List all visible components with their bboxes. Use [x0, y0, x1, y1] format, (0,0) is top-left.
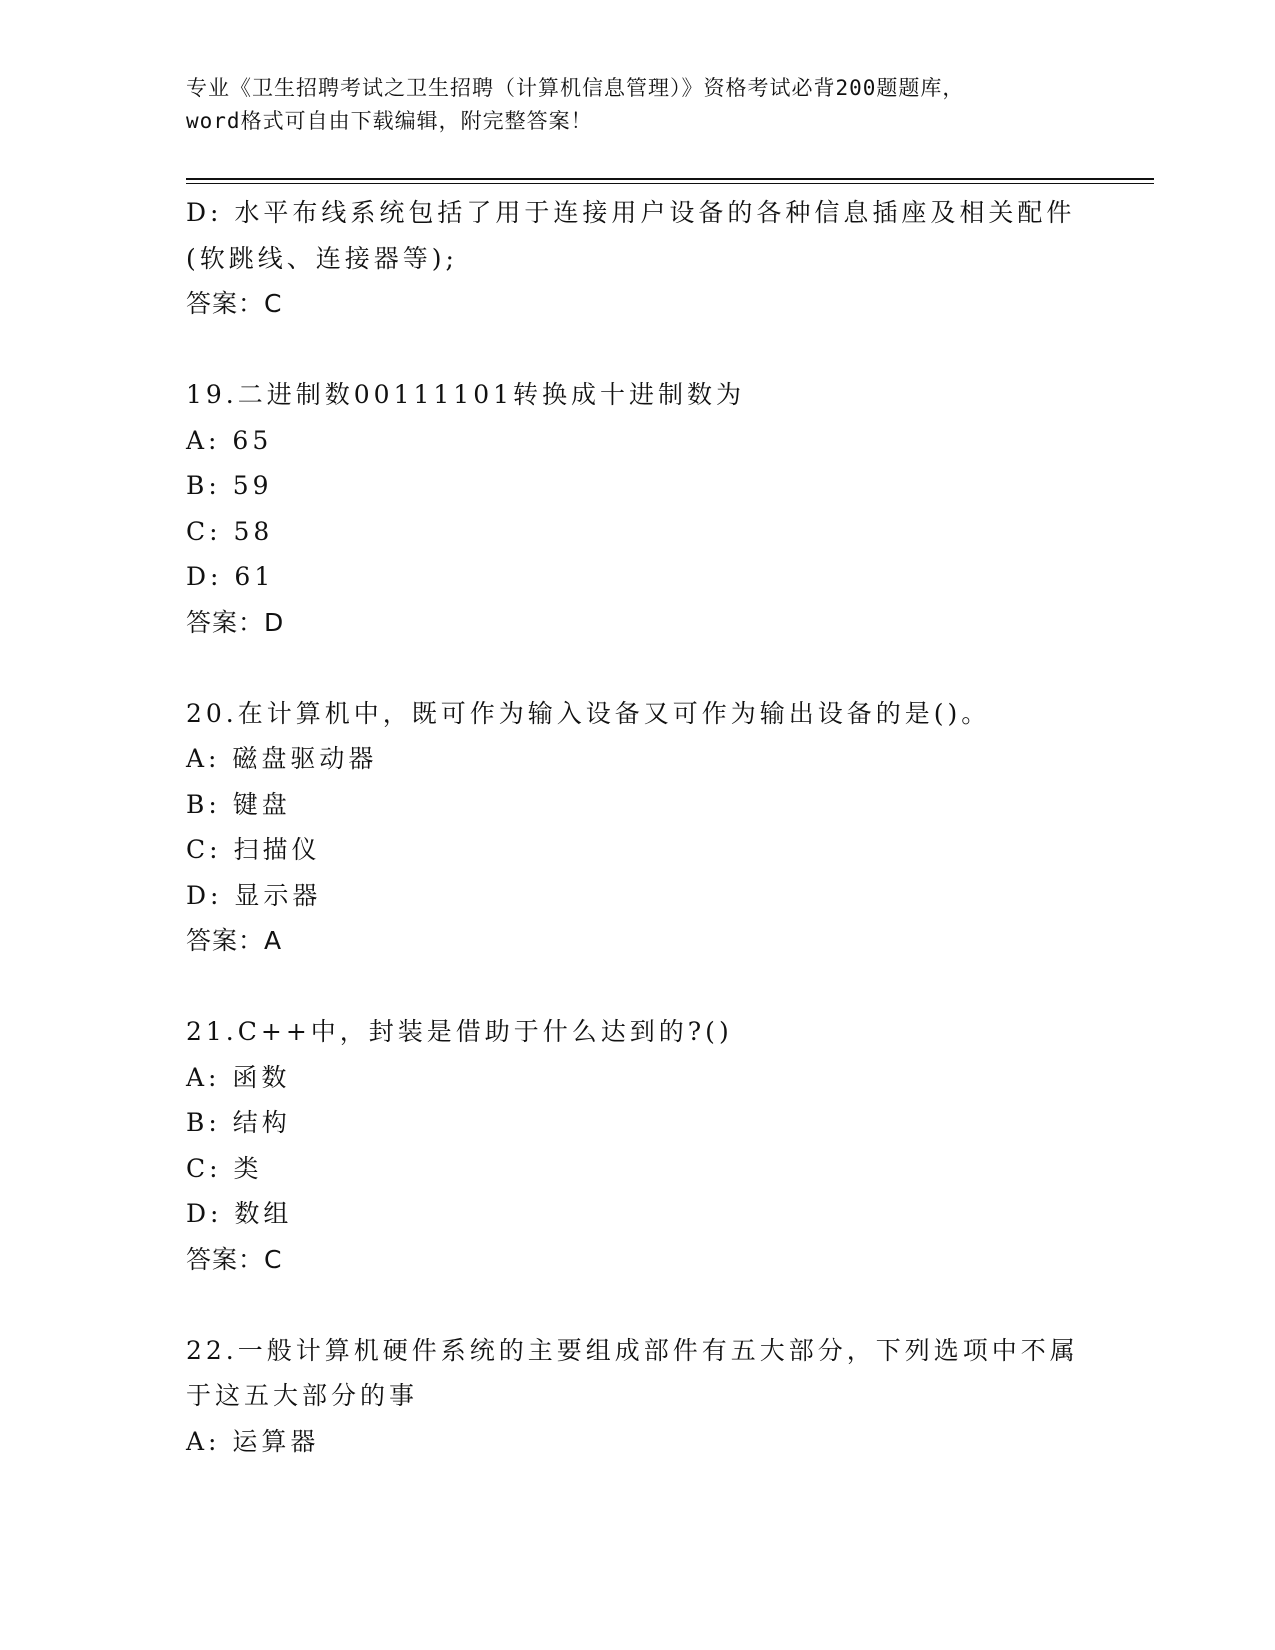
option-d-continued: (软跳线、连接器等);	[186, 243, 458, 273]
option-b: B: 59	[186, 471, 273, 500]
option-b: B: 键盘	[186, 789, 291, 819]
option-d: D: 水平布线系统包括了用于连接用户设备的各种信息插座及相关配件	[186, 198, 1076, 227]
header-divider-thin	[186, 183, 1154, 184]
option-a: A: 磁盘驱动器	[186, 744, 378, 773]
option-c: C: 扫描仪	[186, 835, 321, 864]
option-a: A: 65	[186, 425, 273, 455]
header-line-1: 专业《卫生招聘考试之卫生招聘（计算机信息管理）》资格考试必背200题题库，	[186, 76, 965, 100]
document-header	[186, 72, 1086, 138]
answer: 答案：A	[186, 926, 283, 955]
question-title: 20.在计算机中，既可作为输入设备又可作为输出设备的是()。	[186, 698, 991, 728]
answer: 答案：C	[186, 1244, 283, 1274]
answer: 答案：C	[186, 289, 283, 318]
question-21	[186, 1009, 1086, 1282]
question-20	[186, 691, 1086, 964]
option-b: B: 结构	[186, 1108, 291, 1137]
question-title: 19.二进制数00111101转换成十进制数为	[186, 380, 746, 409]
question-list	[186, 190, 1086, 1464]
question-22	[186, 1328, 1086, 1465]
option-d: D: 数组	[186, 1199, 293, 1228]
answer: 答案：D	[186, 607, 285, 637]
option-a: A: 函数	[186, 1062, 291, 1092]
header-divider	[186, 178, 1154, 180]
question-19	[186, 372, 1086, 645]
header-line-2: word格式可自由下载编辑，附完整答案！	[186, 109, 593, 133]
option-d: D: 显示器	[186, 880, 322, 910]
option-a: A: 运算器	[186, 1426, 320, 1456]
option-c: C: 类	[186, 1153, 263, 1183]
option-c: C: 58	[186, 516, 274, 546]
question-18-tail	[186, 190, 1086, 327]
option-d: D: 61	[186, 562, 275, 591]
question-title: 22.一般计算机硬件系统的主要组成部件有五大部分，下列选项中不属	[186, 1335, 1079, 1365]
question-title-continued: 于这五大部分的事	[186, 1381, 419, 1410]
question-title: 21.C++中，封装是借助于什么达到的?()	[186, 1017, 733, 1046]
